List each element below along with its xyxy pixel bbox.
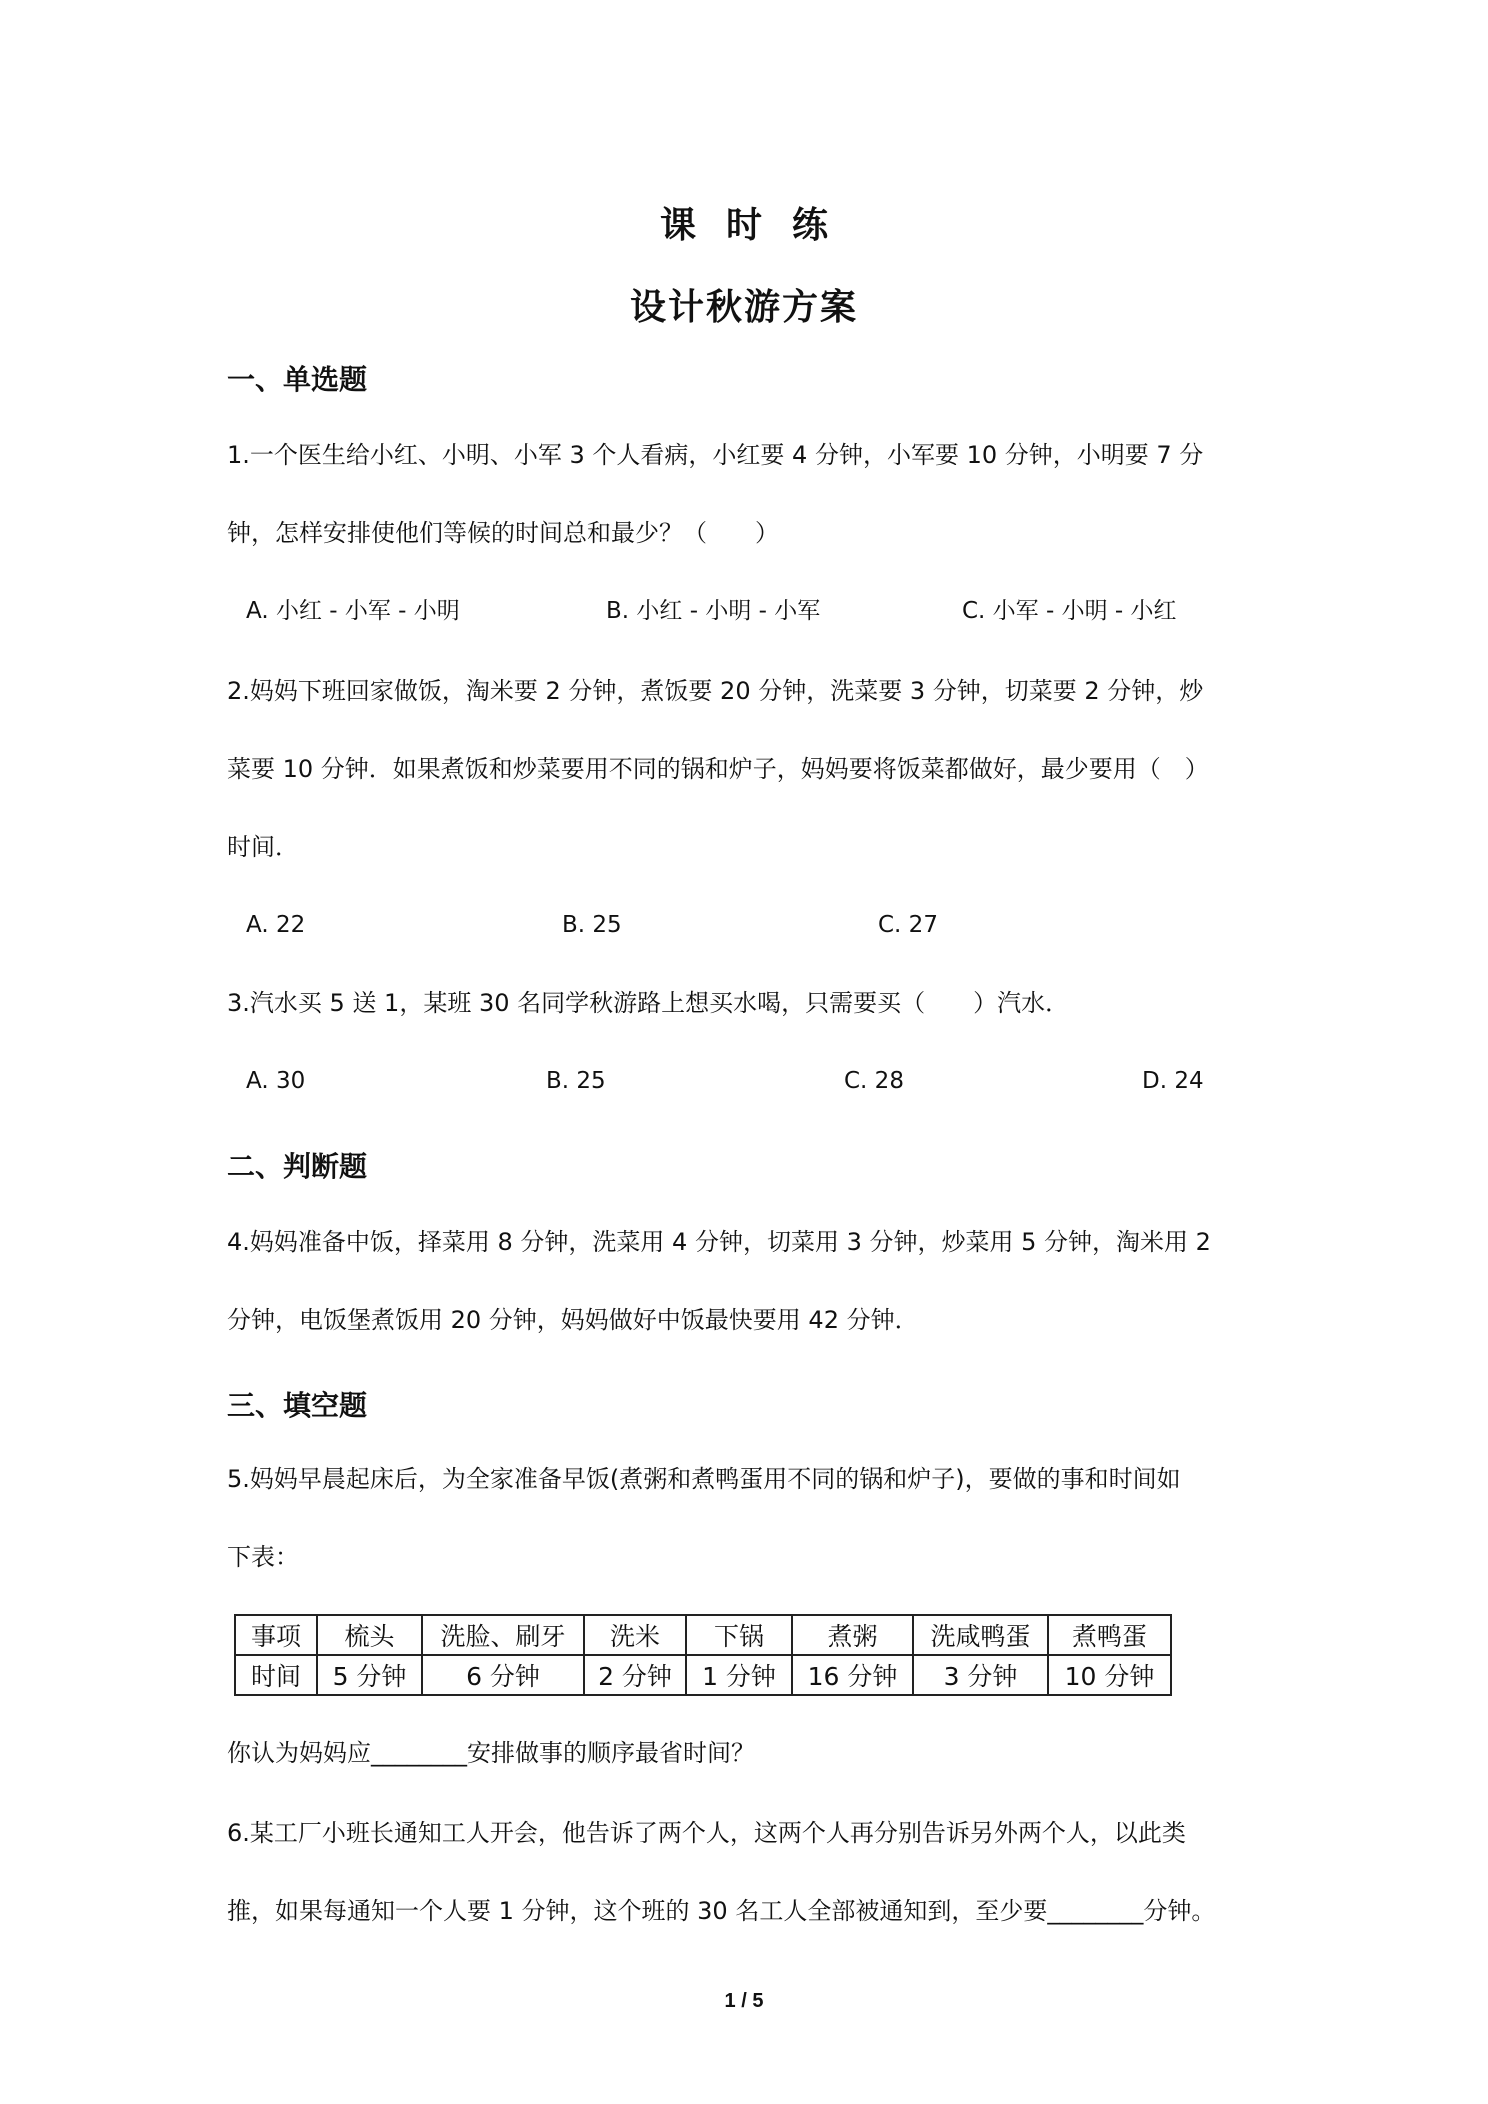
table-cell: 洗脸、刷牙	[422, 1615, 584, 1655]
q1-line1: 1.一个医生给小红、小明、小军 3 个人看病，小红要 4 分钟，小军要 10 分钟，小明要 7 分	[227, 441, 1204, 469]
table-cell: 10 分钟	[1048, 1655, 1171, 1695]
q6-line1: 6.某工厂小班长通知工人开会，他告诉了两个人，这两个人再分别告诉另外两个人，以此类	[227, 1819, 1186, 1847]
q2-line1: 2.妈妈下班回家做饭，淘米要 2 分钟，煮饭要 20 分钟，洗菜要 3 分钟，切菜要 2 分钟，炒	[227, 677, 1204, 705]
table-row	[235, 1615, 1171, 1655]
q2-option-a: A. 22	[246, 912, 306, 938]
table-cell: 3 分钟	[913, 1655, 1048, 1695]
q5-line3: 你认为妈妈应________安排做事的顺序最省时间？	[227, 1739, 755, 1767]
table-cell: 洗咸鸭蛋	[913, 1615, 1048, 1655]
q3-line1: 3.汽水买 5 送 1，某班 30 名同学秋游路上想买水喝，只需要买（ ）汽水．	[227, 989, 1070, 1017]
q3-option-b: B. 25	[546, 1068, 606, 1094]
q5-line2: 下表：	[227, 1543, 299, 1571]
table-cell: 16 分钟	[792, 1655, 913, 1695]
q4-line2: 分钟，电饭堡煮饭用 20 分钟，妈妈做好中饭最快要用 42 分钟．	[227, 1306, 919, 1334]
table-cell: 洗米	[584, 1615, 686, 1655]
q3-option-a: A. 30	[246, 1068, 306, 1094]
section-single-choice: 一、单选题	[227, 363, 368, 396]
table-cell: 梳头	[317, 1615, 422, 1655]
section-fill-blank: 三、填空题	[227, 1389, 368, 1422]
q2-line3: 时间．	[227, 833, 299, 861]
table-cell: 煮鸭蛋	[1048, 1615, 1171, 1655]
table-cell: 事项	[235, 1615, 317, 1655]
q1-option-c: C. 小军 - 小明 - 小红	[962, 598, 1177, 624]
q6-line2: 推，如果每通知一个人要 1 分钟，这个班的 30 名工人全部被通知到，至少要________分钟。	[227, 1897, 1216, 1925]
table-cell: 2 分钟	[584, 1655, 686, 1695]
q1-option-a: A. 小红 - 小军 - 小明	[246, 598, 460, 624]
table-cell: 5 分钟	[317, 1655, 422, 1695]
page-title: 课时练	[659, 205, 858, 246]
q1-option-b: B. 小红 - 小明 - 小军	[606, 598, 821, 624]
q3-option-c: C. 28	[844, 1068, 904, 1094]
q3-option-d: D. 24	[1142, 1068, 1204, 1094]
schedule-table	[234, 1614, 1172, 1696]
q2-option-c: C. 27	[878, 912, 938, 938]
page-number: 1 / 5	[724, 1990, 764, 2012]
section-true-false: 二、判断题	[227, 1150, 368, 1183]
table-cell: 1 分钟	[686, 1655, 792, 1695]
q2-line2: 菜要 10 分钟．如果煮饭和炒菜要用不同的锅和炉子，妈妈要将饭菜都做好，最少要用（ ）	[227, 755, 1209, 783]
page-subtitle: 设计秋游方案	[629, 287, 858, 328]
table-cell: 时间	[235, 1655, 317, 1695]
table-cell: 6 分钟	[422, 1655, 584, 1695]
q5-line1: 5.妈妈早晨起床后，为全家准备早饭(煮粥和煮鸭蛋用不同的锅和炉子)，要做的事和时间如	[227, 1465, 1181, 1493]
table-cell: 煮粥	[792, 1615, 913, 1655]
q4-line1: 4.妈妈准备中饭，择菜用 8 分钟，洗菜用 4 分钟，切菜用 3 分钟，炒菜用 5 分钟，淘米用 2	[227, 1228, 1211, 1256]
table-cell: 下锅	[686, 1615, 792, 1655]
table-row	[235, 1655, 1171, 1695]
q1-line2: 钟，怎样安排使他们等候的时间总和最少？（ ）	[227, 519, 779, 547]
q2-option-b: B. 25	[562, 912, 622, 938]
